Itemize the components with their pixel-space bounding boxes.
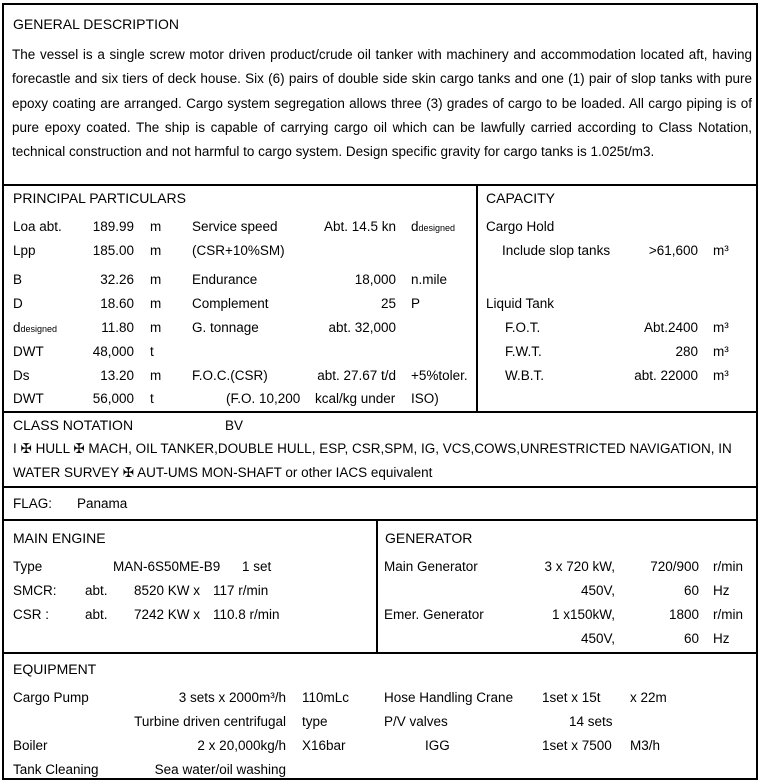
equipment-heading: EQUIPMENT [13, 661, 97, 677]
main-generator-volt: 450V, [580, 583, 615, 598]
boiler-pressure: X16bar [302, 738, 346, 753]
complement-unit: P [411, 296, 421, 311]
row-label: DWT [13, 344, 44, 359]
divider [4, 411, 756, 413]
general-heading: GENERAL DESCRIPTION [13, 16, 179, 32]
service-speed-condition: ddesigned [411, 219, 456, 234]
row-unit: m [150, 272, 162, 287]
tank-label: F.O.T. [505, 320, 541, 335]
cargo-pump-head: 110mLc [302, 690, 350, 705]
csr-note: (CSR+10%SM) [192, 243, 285, 258]
row-label: B [13, 272, 23, 287]
tonnage-label: G. tonnage [192, 320, 259, 335]
row-unit: m [150, 320, 162, 335]
csr-rpm: 110.8 r/min [213, 607, 280, 622]
generator-divider [376, 519, 378, 652]
capacity-heading: CAPACITY [486, 190, 555, 206]
pv-valves-label: P/V valves [384, 714, 448, 729]
csr-power: 7242 KW x [134, 607, 201, 622]
class-notation-heading: CLASS NOTATION [13, 417, 134, 433]
emer-generator-volt: 450V, [580, 631, 615, 646]
row-value: 56,000 [92, 391, 134, 406]
row-value: 13.20 [100, 368, 134, 383]
divider [4, 184, 756, 186]
tank-value: abt. 22000 [634, 368, 698, 383]
main-generator-freq: 60 [683, 583, 699, 598]
capacity-divider [476, 184, 478, 411]
smcr-label: SMCR: [13, 583, 57, 598]
flag-label: FLAG: [13, 496, 53, 511]
tonnage-value: abt. 32,000 [328, 320, 396, 335]
emer-generator-freq: 60 [683, 631, 699, 646]
main-generator-rpm-unit: r/min [713, 559, 743, 574]
row-unit: t [150, 391, 154, 406]
tank-unit: m³ [713, 368, 729, 383]
row-value: 189.99 [92, 219, 134, 234]
igg-value: 1set x 7500 [542, 738, 612, 753]
general-text: The vessel is a single screw motor driven product/crude oil tanker with machinery and accommodation located aft, having forecastle and six tiers of deck house. Six (6) pairs of double side skin cargo tanks and one (1) pair of slop tanks with pure epoxy coating are arranged. Cargo system segregation allows three (3) grades of cargo to be loaded. All cargo piping is of pure epoxy coated. The ship is capable of carrying cargo oil which can be lawfully carried according to Class Notation, technical construction and not harmful to cargo system. Design specific gravity for cargo tanks is 1.025t/m3. [12, 47, 752, 160]
class-society: BV [225, 418, 244, 433]
divider [4, 519, 756, 521]
generator-heading: GENERATOR [385, 530, 473, 546]
tank-value: Abt.2400 [643, 320, 698, 335]
row-unit: m [150, 243, 162, 258]
foc-tolerance: +5%toler. [411, 368, 468, 383]
emer-generator-power: 1 x150kW, [551, 607, 615, 622]
endurance-unit: n.mile [411, 272, 448, 287]
flag-value: Panama [77, 496, 128, 511]
service-speed-value: Abt. 14.5 kn [323, 219, 396, 234]
emer-generator-rpm: 1800 [668, 607, 699, 622]
main-generator-freq-unit: Hz [713, 583, 730, 598]
main-generator-rpm: 720/900 [650, 559, 699, 574]
row-label: ddesigned [13, 320, 58, 335]
liquid-tank-label: Liquid Tank [486, 296, 555, 311]
tank-label: F.W.T. [505, 344, 542, 359]
main-generator-label: Main Generator [384, 559, 478, 574]
row-unit: t [150, 344, 154, 359]
tank-cleaning-label: Tank Cleaning [13, 762, 99, 777]
tank-value: 280 [675, 344, 698, 359]
row-unit: m [150, 296, 162, 311]
divider [4, 652, 756, 654]
csr-label: CSR : [13, 607, 50, 622]
row-label: Ds [13, 368, 30, 383]
row-value: 48,000 [92, 344, 134, 359]
row-unit: m [150, 219, 162, 234]
cargo-hold-label: Cargo Hold [486, 219, 555, 234]
igg-label: IGG [425, 738, 450, 753]
hose-crane-value: 1set x 15t [542, 690, 601, 705]
tank-unit: m³ [713, 344, 729, 359]
main-generator-power: 3 x 720 kW, [544, 559, 615, 574]
row-value: 32.26 [100, 272, 134, 287]
emer-generator-label: Emer. Generator [384, 607, 484, 622]
smcr-rpm: 117 r/min [213, 583, 269, 598]
class-notation-line2: WATER SURVEY ✠ AUT-UMS MON-SHAFT or other IACS equivalent [13, 465, 433, 480]
slop-unit: m³ [713, 243, 729, 258]
fo-note-c: ISO) [411, 391, 439, 406]
emer-generator-freq-unit: Hz [713, 631, 730, 646]
endurance-label: Endurance [192, 272, 258, 287]
class-notation-line1: I ✠ HULL ✠ MACH, OIL TANKER,DOUBLE HULL, ESP, CSR,SPM, IG, VCS,COWS,UNRESTRICTED NAVIGATION, IN [13, 441, 732, 456]
row-label: Loa abt. [13, 219, 62, 234]
tank-unit: m³ [713, 320, 729, 335]
foc-value: abt. 27.67 t/d [317, 368, 396, 383]
fo-note-a: (F.O. 10,200 [226, 391, 301, 406]
cargo-pump-label: Cargo Pump [13, 690, 89, 705]
boiler-label: Boiler [13, 738, 48, 753]
cargo-pump-drive: Turbine driven centrifugal [134, 714, 286, 729]
engine-model: MAN-6S50ME-B9 [113, 559, 221, 574]
row-value: 18.60 [100, 296, 134, 311]
row-label: D [13, 296, 23, 311]
cargo-pump-value: 3 sets x 2000m³/h [178, 690, 286, 705]
row-value: 185.00 [92, 243, 134, 258]
fo-note-b: kcal/kg under [315, 391, 396, 406]
smcr-abt: abt. [85, 583, 108, 598]
engine-qty: 1 set [242, 559, 272, 574]
pv-valves-value: 14 sets [569, 714, 613, 729]
slop-label: Include slop tanks [502, 243, 611, 258]
principal-heading: PRINCIPAL PARTICULARS [13, 190, 186, 206]
foc-label: F.O.C.(CSR) [192, 368, 268, 383]
spec-sheet [2, 3, 758, 780]
hose-crane-reach: x 22m [630, 690, 667, 705]
hose-crane-label: Hose Handling Crane [384, 690, 514, 705]
row-unit: m [150, 368, 162, 383]
complement-label: Complement [192, 296, 269, 311]
service-speed-label: Service speed [192, 219, 278, 234]
complement-value: 25 [380, 296, 396, 311]
cargo-pump-drive-unit: type [302, 714, 328, 729]
divider [4, 486, 756, 488]
igg-unit: M3/h [630, 738, 661, 753]
engine-type-label: Type [13, 559, 43, 574]
emer-generator-rpm-unit: r/min [713, 607, 743, 622]
tank-label: W.B.T. [505, 368, 545, 383]
row-label: DWT [13, 391, 44, 406]
tank-cleaning-value: Sea water/oil washing [154, 762, 286, 777]
row-value: 11.80 [101, 320, 134, 335]
row-label: Lpp [13, 243, 36, 258]
slop-value: >61,600 [648, 243, 698, 258]
boiler-value: 2 x 20,000kg/h [197, 738, 286, 753]
smcr-power: 8520 KW x [134, 583, 201, 598]
csr-abt: abt. [85, 607, 108, 622]
endurance-value: 18,000 [354, 272, 396, 287]
main-engine-heading: MAIN ENGINE [13, 530, 106, 546]
